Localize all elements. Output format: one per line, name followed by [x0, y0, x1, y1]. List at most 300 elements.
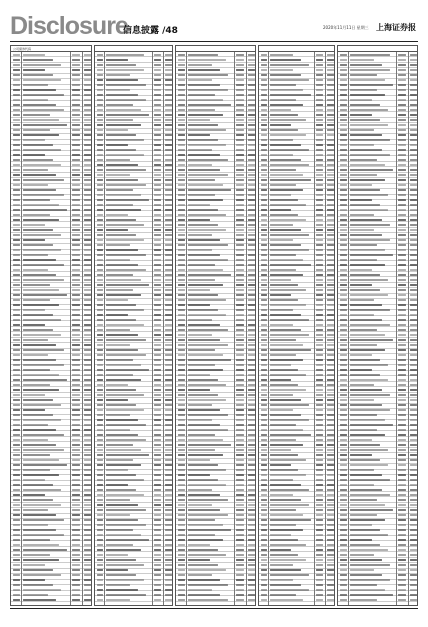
table-cell [23, 354, 48, 356]
table-cell [398, 479, 406, 481]
table-cell [188, 54, 218, 56]
table-cell [410, 409, 417, 411]
table-cell [327, 94, 334, 96]
table-cell [154, 489, 161, 491]
table-cell [165, 114, 172, 116]
table-cell [236, 204, 244, 206]
table-cell [97, 169, 103, 171]
table-cell [261, 439, 267, 441]
table-cell [165, 499, 172, 501]
table-cell [316, 524, 323, 526]
table-cell [188, 589, 212, 591]
table-cell [106, 319, 136, 321]
table-cell [340, 319, 347, 321]
table-cell [316, 254, 323, 256]
table-cell [248, 474, 255, 476]
table-cell [398, 359, 406, 361]
table-cell [178, 279, 185, 281]
table-cell [236, 74, 244, 76]
table-cell [350, 524, 372, 526]
table-cell [165, 244, 172, 246]
table-cell [270, 234, 309, 236]
table-cell [97, 244, 103, 246]
table-cell [270, 269, 296, 271]
table-cell [248, 274, 255, 276]
table-cell [97, 459, 103, 461]
table-cell [13, 184, 20, 186]
table-cell [178, 594, 185, 596]
table-cell [270, 164, 309, 166]
table-cell [350, 119, 380, 121]
table-cell [84, 114, 91, 116]
table-cell [178, 584, 185, 586]
table-cell [23, 509, 48, 511]
table-cell [84, 489, 91, 491]
table-cell [106, 479, 144, 481]
table-cell [97, 234, 103, 236]
table-cell [236, 479, 244, 481]
table-cell [154, 189, 161, 191]
table-cell [72, 369, 80, 371]
table-cell [13, 239, 20, 241]
table-cell [154, 279, 161, 281]
table-cell [410, 549, 417, 551]
table-cell [340, 554, 347, 556]
table-cell [23, 369, 50, 371]
table-cell [327, 359, 334, 361]
table-cell [316, 529, 323, 531]
table-cell [327, 209, 334, 211]
table-cell [72, 219, 80, 221]
table-cell [340, 479, 347, 481]
table-cell [398, 494, 406, 496]
table-cell [13, 469, 20, 471]
table-cell [340, 249, 347, 251]
table-cell [350, 199, 372, 201]
table-cell [84, 314, 91, 316]
table-cell [23, 259, 56, 261]
table-cell [398, 379, 406, 381]
table-cell [350, 124, 388, 126]
table-cell [340, 109, 347, 111]
table-cell [23, 364, 64, 366]
table-cell [398, 539, 406, 541]
table-cell [350, 579, 390, 581]
table-cell [270, 479, 293, 481]
table-cell [165, 144, 172, 146]
table-cell [165, 394, 172, 396]
table-cell [97, 114, 103, 116]
table-cell [178, 534, 185, 536]
table-cell [84, 254, 91, 256]
table-cell [261, 319, 267, 321]
table-cell [350, 234, 382, 236]
table-cell [350, 304, 382, 306]
table-cell [270, 484, 301, 486]
table-cell [97, 544, 103, 546]
table-cell [270, 594, 296, 596]
table-column-4 [258, 45, 335, 606]
table-cell [270, 379, 291, 381]
table-cell [165, 514, 172, 516]
table-cell [316, 449, 323, 451]
table-cell [72, 264, 80, 266]
table-cell [106, 364, 141, 366]
table-cell [72, 544, 80, 546]
table-cell [261, 159, 267, 161]
table-cell [154, 289, 161, 291]
table-cell [154, 334, 161, 336]
table-cell [188, 499, 228, 501]
table-cell [13, 359, 20, 361]
table-cell [340, 224, 347, 226]
table-cell [84, 299, 91, 301]
table-cell [248, 184, 255, 186]
table-cell [188, 154, 220, 156]
table-cell [316, 169, 323, 171]
table-cell [350, 144, 374, 146]
table-cell [178, 179, 185, 181]
table-cell [84, 284, 91, 286]
table-cell [398, 324, 406, 326]
table-cell [106, 449, 141, 451]
table-cell [97, 134, 103, 136]
table-cell [340, 334, 347, 336]
table-cell [248, 329, 255, 331]
table-cell [154, 509, 161, 511]
table-cell [97, 539, 103, 541]
table-cell [261, 229, 267, 231]
table-cell [188, 244, 228, 246]
table-cell [316, 479, 323, 481]
table-cell [84, 414, 91, 416]
table-cell [188, 294, 218, 296]
table-cell [188, 169, 220, 171]
table-cell [340, 229, 347, 231]
table-cell [350, 374, 380, 376]
table-cell [23, 104, 56, 106]
table-cell [248, 514, 255, 516]
table-cell [410, 444, 417, 446]
table-cell [261, 249, 267, 251]
table-cell [270, 514, 303, 516]
table-cell [410, 364, 417, 366]
table-cell [23, 54, 45, 56]
table-cell [236, 344, 244, 346]
table-cell [327, 304, 334, 306]
table-cell [72, 224, 80, 226]
table-cell [178, 319, 185, 321]
table-cell [72, 419, 80, 421]
table-cell [106, 414, 130, 416]
table-cell [248, 554, 255, 556]
table-cell [178, 389, 185, 391]
table-cell [398, 159, 406, 161]
table-cell [97, 264, 103, 266]
table-cell [248, 59, 255, 61]
table-cell [178, 239, 185, 241]
table-cell [248, 424, 255, 426]
table-cell [188, 174, 228, 176]
table-cell [23, 394, 45, 396]
table-cell [106, 574, 136, 576]
table-cell [154, 514, 161, 516]
table-cell [13, 269, 20, 271]
table-cell [248, 259, 255, 261]
table-cell [261, 59, 267, 61]
table-cell [350, 344, 377, 346]
table-cell [178, 369, 185, 371]
table-cell [13, 599, 20, 601]
table-cell [398, 559, 406, 561]
table-cell [236, 564, 244, 566]
table-cell [316, 324, 323, 326]
table-cell [23, 314, 53, 316]
table-cell [236, 474, 244, 476]
table-cell [350, 559, 382, 561]
table-cell [350, 244, 377, 246]
table-cell [248, 84, 255, 86]
table-cell [13, 189, 20, 191]
table-cell [165, 249, 172, 251]
table-cell [84, 169, 91, 171]
table-cell [165, 494, 172, 496]
table-cell [165, 489, 172, 491]
table-cell [13, 509, 20, 511]
table-cell [316, 434, 323, 436]
table-cell [350, 274, 380, 276]
table-cell [23, 204, 59, 206]
table-cell [340, 449, 347, 451]
table-cell [23, 339, 48, 341]
table-cell [270, 349, 311, 351]
table-cell [97, 299, 103, 301]
table-cell [410, 179, 417, 181]
table-cell [188, 344, 228, 346]
table-cell [270, 209, 291, 211]
table-cell [97, 489, 103, 491]
table-cell [350, 84, 393, 86]
table-cell [72, 359, 80, 361]
table-cell [165, 94, 172, 96]
table-cell [327, 394, 334, 396]
table-cell [188, 534, 215, 536]
table-cell [398, 409, 406, 411]
table-cell [106, 499, 130, 501]
table-cell [410, 64, 417, 66]
table-cell [154, 114, 161, 116]
table-cell [327, 314, 334, 316]
table-cell [23, 189, 56, 191]
table-cell [84, 579, 91, 581]
table-cell [84, 494, 91, 496]
table-cell [188, 524, 223, 526]
table-cell [340, 589, 347, 591]
table-cell [13, 319, 20, 321]
table-cell [340, 464, 347, 466]
table-cell [165, 439, 172, 441]
table-cell [154, 579, 161, 581]
table-cell [316, 344, 323, 346]
table-cell [97, 79, 103, 81]
table-cell [261, 539, 267, 541]
table-cell [178, 59, 185, 61]
table-cell [154, 314, 161, 316]
table-cell [72, 399, 80, 401]
table-cell [84, 529, 91, 531]
table-cell [178, 419, 185, 421]
table-cell [327, 119, 334, 121]
table-cell [270, 299, 298, 301]
table-cell [261, 114, 267, 116]
table-cell [261, 389, 267, 391]
table-cell [154, 149, 161, 151]
table-cell [398, 289, 406, 291]
table-cell [106, 434, 138, 436]
table-cell [340, 499, 347, 501]
table-cell [154, 569, 161, 571]
table-cell [398, 484, 406, 486]
table-cell [23, 409, 45, 411]
table-cell [236, 529, 244, 531]
table-cell [340, 119, 347, 121]
table-cell [84, 594, 91, 596]
table-cell [84, 484, 91, 486]
table-cell [261, 479, 267, 481]
table-cell [165, 594, 172, 596]
table-cell [165, 184, 172, 186]
table-cell [340, 574, 347, 576]
table-cell [154, 419, 161, 421]
table-cell [72, 314, 80, 316]
table-cell [178, 299, 185, 301]
table-cell [188, 594, 220, 596]
table-cell [97, 159, 103, 161]
table-cell [410, 249, 417, 251]
table-cell [154, 104, 161, 106]
table-cell [188, 564, 218, 566]
table-cell [97, 179, 103, 181]
table-cell [410, 509, 417, 511]
table-cell [327, 254, 334, 256]
table-cell [165, 364, 172, 366]
table-cell [72, 319, 80, 321]
table-cell [340, 459, 347, 461]
table-cell [84, 399, 91, 401]
table-cell [72, 234, 80, 236]
table-cell [188, 309, 218, 311]
table-cell [340, 219, 347, 221]
table-cell [248, 484, 255, 486]
table-cell [248, 559, 255, 561]
newspaper-name: 上海证券报 [376, 22, 416, 32]
table-cell [316, 94, 323, 96]
table-cell [154, 599, 161, 601]
table-cell [236, 324, 244, 326]
table-cell [13, 344, 20, 346]
table-cell [340, 99, 347, 101]
table-cell [13, 79, 20, 81]
table-cell [261, 474, 267, 476]
table-cell [316, 414, 323, 416]
table-cell [154, 379, 161, 381]
table-cell [410, 174, 417, 176]
table-cell [316, 464, 323, 466]
table-cell [84, 174, 91, 176]
table-cell [106, 74, 130, 76]
table-cell [13, 589, 20, 591]
table-cell [398, 119, 406, 121]
table-cell [410, 94, 417, 96]
table-cell [410, 544, 417, 546]
table-cell [13, 234, 20, 236]
table-cell [188, 584, 228, 586]
table-cell [327, 139, 334, 141]
table-cell [261, 589, 267, 591]
table-cell [248, 89, 255, 91]
table-cell [13, 494, 20, 496]
table-cell [188, 364, 215, 366]
table-cell [106, 204, 133, 206]
table-cell [106, 289, 133, 291]
table-cell [72, 229, 80, 231]
table-cell [350, 154, 390, 156]
table-cell [340, 579, 347, 581]
table-cell [340, 209, 347, 211]
table-cell [248, 129, 255, 131]
table-cell [398, 269, 406, 271]
table-cell [340, 429, 347, 431]
table-cell [410, 589, 417, 591]
table-cell [188, 349, 215, 351]
table-cell [154, 394, 161, 396]
table-cell [13, 124, 20, 126]
table-cell [97, 364, 103, 366]
table-cell [13, 119, 20, 121]
table-cell [410, 319, 417, 321]
table-cell [236, 549, 244, 551]
table-cell [316, 404, 323, 406]
table-cell [23, 139, 45, 141]
table-cell [84, 379, 91, 381]
table-cell [97, 409, 103, 411]
table-cell [154, 284, 161, 286]
table-cell [165, 349, 172, 351]
table-cell [72, 134, 80, 136]
table-cell [188, 234, 212, 236]
table-cell [84, 324, 91, 326]
table-cell [97, 149, 103, 151]
table-cell [84, 544, 91, 546]
table-cell [84, 234, 91, 236]
table-cell [261, 149, 267, 151]
table-cell [23, 324, 45, 326]
table-cell [97, 104, 103, 106]
table-cell [316, 84, 323, 86]
table-cell [410, 114, 417, 116]
table-cell [236, 364, 244, 366]
table-cell [165, 229, 172, 231]
table-cell [350, 534, 388, 536]
table-cell [270, 334, 309, 336]
table-cell [178, 64, 185, 66]
table-cell [178, 439, 185, 441]
table-cell [72, 139, 80, 141]
table-cell [261, 324, 267, 326]
table-cell [97, 229, 103, 231]
table-cell [327, 589, 334, 591]
table-cell [236, 144, 244, 146]
